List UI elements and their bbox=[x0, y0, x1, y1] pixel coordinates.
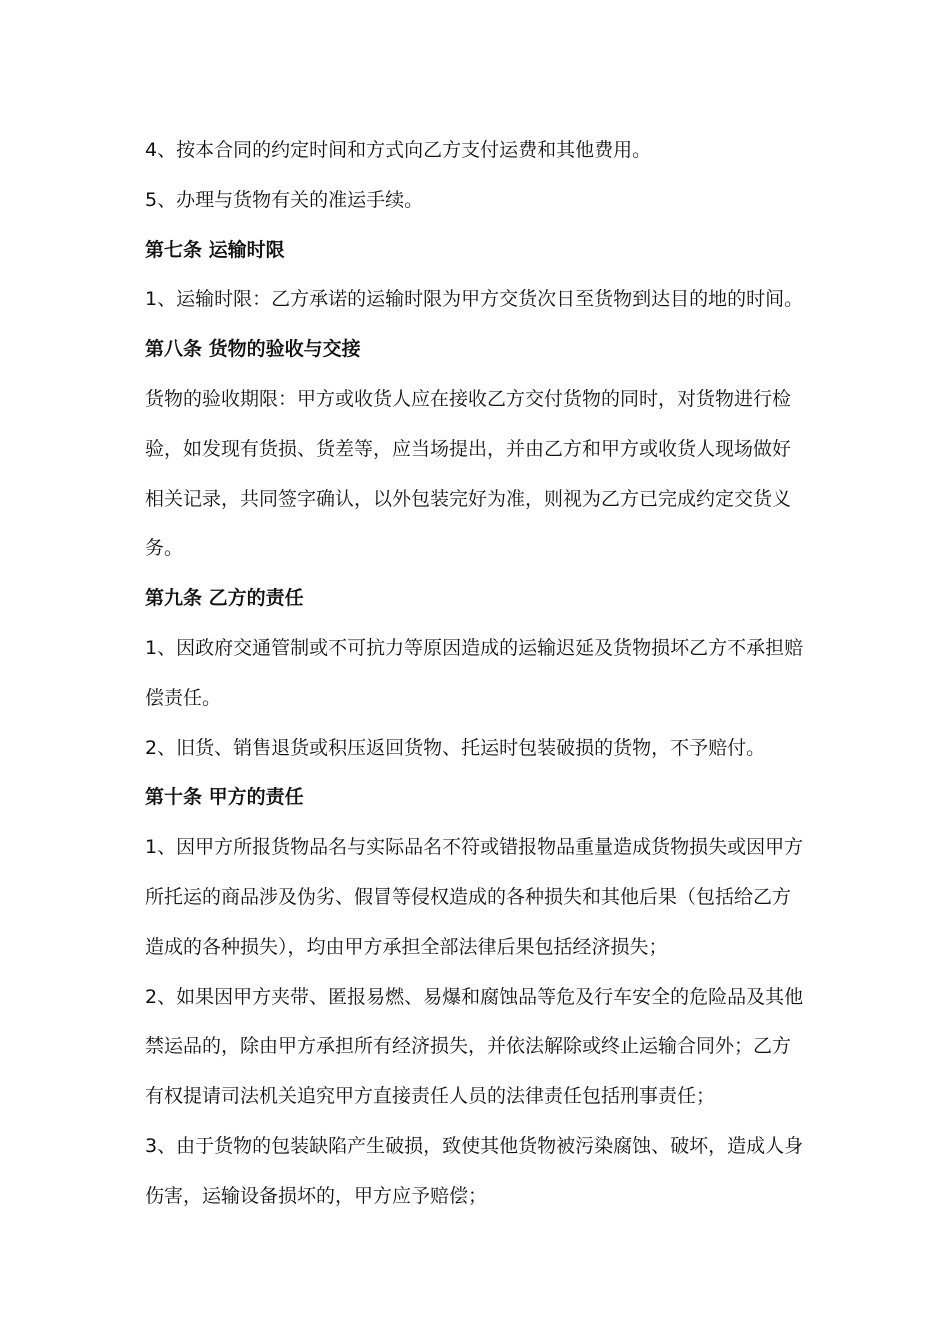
clause-line: 1、因甲方所报货物品名与实际品名不符或错报物品重量造成货物损失或因甲方 bbox=[145, 836, 804, 859]
document-page bbox=[145, 126, 815, 1222]
section-heading: 第十条 甲方的责任 bbox=[145, 786, 304, 809]
clause-line: 2、旧货、销售退货或积压返回货物、托运时包装破损的货物，不予赔付。 bbox=[145, 736, 766, 759]
clause-line: 货物的验收期限：甲方或收货人应在接收乙方交付货物的同时，对货物进行检 bbox=[145, 387, 792, 410]
clause-line: 相关记录，共同签字确认，以外包装完好为准，则视为乙方已完成约定交货义 bbox=[145, 487, 792, 510]
section-heading: 第九条 乙方的责任 bbox=[145, 587, 304, 610]
clause-line: 有权提请司法机关追究甲方直接责任人员的法律责任包括刑事责任； bbox=[145, 1085, 716, 1108]
clause-line: 4、按本合同的约定时间和方式向乙方支付运费和其他费用。 bbox=[145, 139, 652, 161]
section-heading: 第七条 运输时限 bbox=[145, 238, 285, 261]
clause-line: 所托运的商品涉及伪劣、假冒等侵权造成的各种损失和其他后果（包括给乙方 bbox=[145, 885, 792, 908]
clause-line: 1、运输时限：乙方承诺的运输时限为甲方交货次日至货物到达目的地的时间。 bbox=[145, 288, 804, 311]
clause-line: 务。 bbox=[145, 537, 184, 560]
clause-line: 伤害，运输设备损坏的，甲方应予赔偿； bbox=[145, 1184, 488, 1207]
clause-line: 1、因政府交通管制或不可抗力等原因造成的运输迟延及货物损坏乙方不承担赔 bbox=[145, 636, 804, 659]
clause-line: 2、如果因甲方夹带、匿报易燃、易爆和腐蚀品等危及行车安全的危险品及其他 bbox=[145, 985, 804, 1008]
clause-line: 5、办理与货物有关的准运手续。 bbox=[145, 188, 424, 211]
clause-line: 偿责任。 bbox=[145, 686, 222, 709]
clause-line: 验，如发现有货损、货差等，应当场提出，并由乙方和甲方或收货人现场做好 bbox=[145, 437, 792, 460]
clause-line: 3、由于货物的包装缺陷产生破损，致使其他货物被污染腐蚀、破坏，造成人身 bbox=[145, 1134, 804, 1157]
clause-line: 造成的各种损失），均由甲方承担全部法律后果包括经济损失； bbox=[145, 935, 668, 958]
section-heading: 第八条 货物的验收与交接 bbox=[145, 338, 361, 361]
clause-line: 禁运品的，除由甲方承担所有经济损失，并依法解除或终止运输合同外；乙方 bbox=[145, 1035, 792, 1058]
